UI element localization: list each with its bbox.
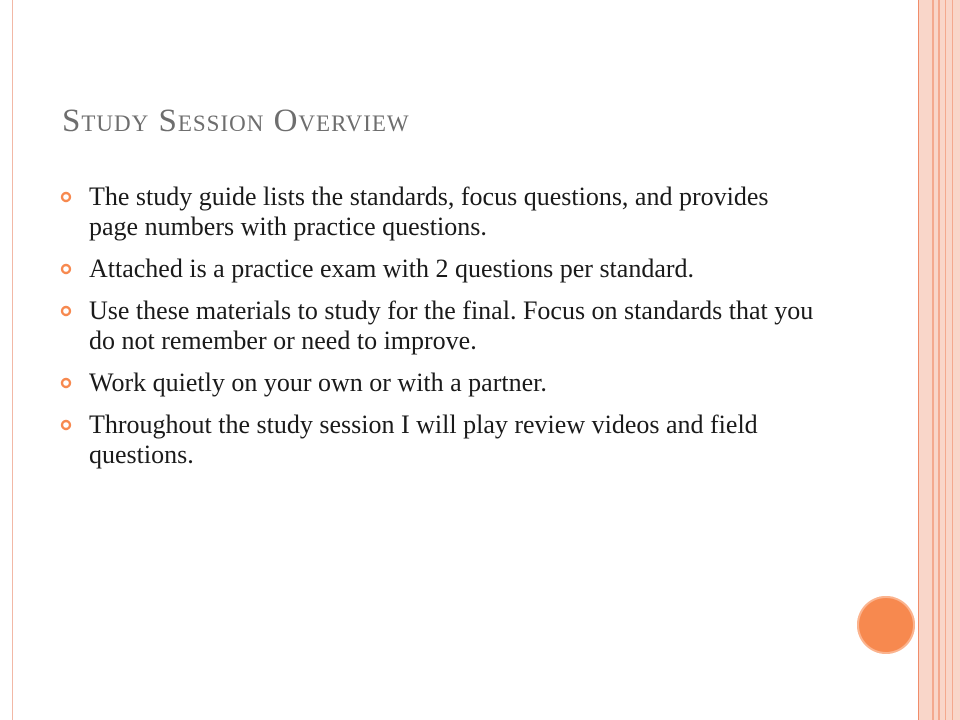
bullet-text: Work quietly on your own or with a partner. [89,368,547,397]
right-decorative-stripe [918,0,919,720]
bullet-text: Use these materials to study for the final. Focus on standards that you do not remember or need to improve. [89,296,814,355]
orange-circle-decoration [857,596,915,654]
left-border-line [12,0,13,720]
bullet-text: Attached is a practice exam with 2 questions per standard. [89,254,695,283]
bullet-list [60,182,820,482]
bullet-item [60,182,820,242]
bullet-text: Throughout the study session I will play review videos and field questions. [89,410,758,469]
bullet-item [60,410,820,470]
bullet-item [60,368,820,398]
ring-bullet-icon [60,419,72,431]
bullet-text: The study guide lists the standards, focus questions, and provides page numbers with practice questions. [89,182,769,241]
right-decorative-stripe [938,0,940,720]
ring-bullet-icon [60,191,72,203]
bullet-item [60,296,820,356]
right-decorative-stripe [952,0,953,720]
ring-bullet-icon [60,305,72,317]
ring-bullet-icon [60,377,72,389]
right-decorative-stripe [932,0,934,720]
slide-title: Study Session Overview [62,103,410,139]
bullet-item [60,254,820,284]
ring-bullet-icon [60,263,72,275]
right-decorative-stripe [945,0,946,720]
